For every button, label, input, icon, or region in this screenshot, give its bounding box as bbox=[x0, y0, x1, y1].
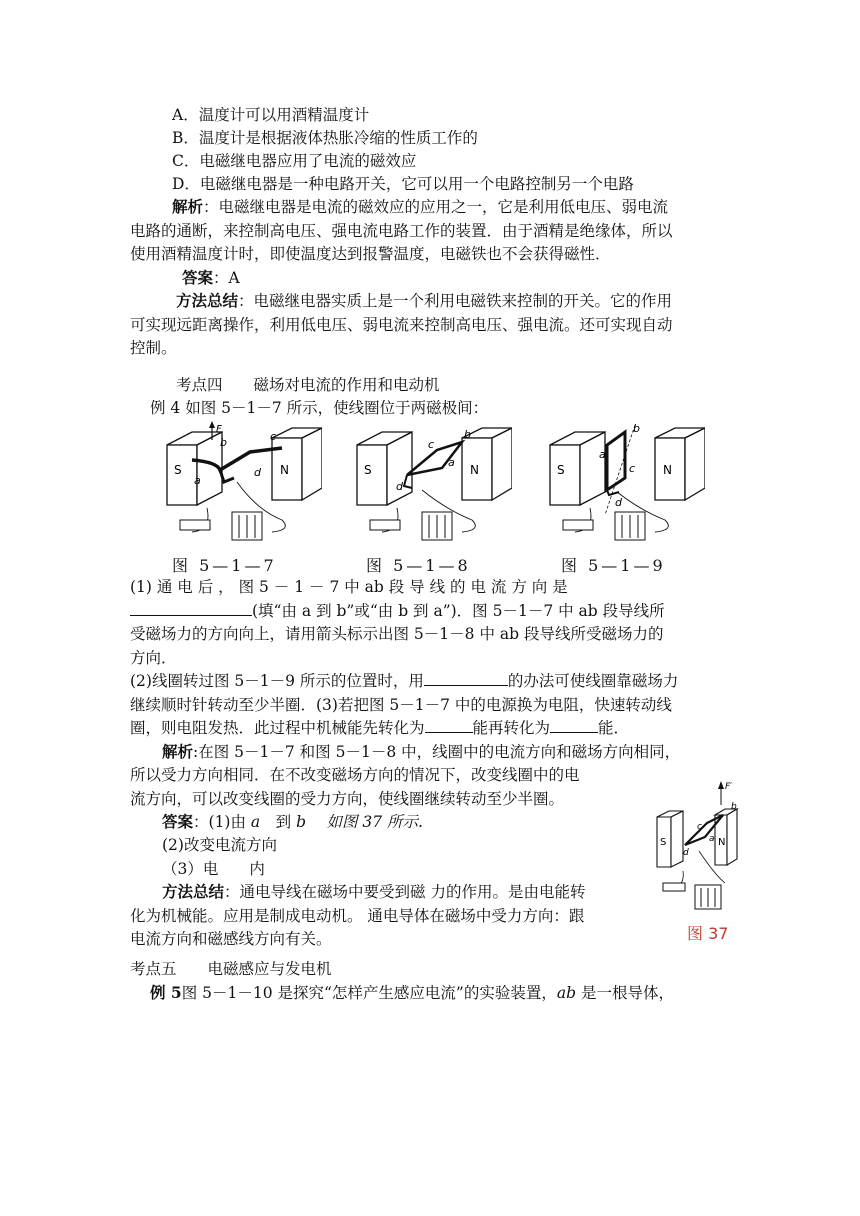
answer-2-b: b bbox=[296, 813, 307, 831]
example-5-ab: ab bbox=[556, 984, 577, 1002]
label-n: N bbox=[280, 463, 289, 477]
question-1-line2-text: (填“由 a 到 b”或“由 b 到 a”)．图 5－1－7 中 ab 段导线所 bbox=[252, 602, 665, 620]
question-3-text: 圈，则电阻发热．此过程中机械能先转化为 bbox=[130, 719, 425, 737]
label-b: b bbox=[633, 422, 640, 435]
question-3-end: 能． bbox=[598, 719, 630, 737]
caption-37: 图 37 bbox=[687, 924, 729, 943]
summary-label: 方法总结 bbox=[162, 882, 225, 901]
label-s: S bbox=[174, 463, 182, 477]
caption-5-1-8: 图 5—1—8 bbox=[366, 556, 471, 575]
question-3-mid: 能再转化为 bbox=[472, 719, 551, 737]
example-5-intro bbox=[150, 982, 755, 1004]
label-d: d bbox=[683, 848, 689, 858]
question-1-line4: 方向． bbox=[130, 649, 177, 667]
section-5-title: 考点五 电磁感应与发电机 bbox=[130, 960, 332, 978]
analysis-1-line1 bbox=[172, 196, 777, 218]
question-2-line1 bbox=[130, 670, 735, 692]
question-3-line1: 继续顺时针转动至少半圈．(3)若把图 5－1－7 中的电源换为电阻，快速转动线 bbox=[130, 696, 672, 714]
question-2-text: (2)线圈转过图 5－1－9 所示的位置时，用 bbox=[130, 672, 424, 690]
answer-2-ref: 如图 37 所示. bbox=[306, 813, 423, 831]
answer-label: 答案 bbox=[182, 268, 214, 287]
label-d: d bbox=[254, 466, 261, 479]
summary-label: 方法总结 bbox=[176, 291, 239, 310]
label-f: F bbox=[216, 424, 222, 435]
analysis-2-line3: 流方向，可以改变线圈的受力方向，使线圈继续转动至少半圈。 bbox=[130, 790, 565, 808]
example-5-text: 图 5－1－10 是探究“怎样产生感应电流”的实验装置， bbox=[181, 984, 557, 1002]
blank-1[interactable] bbox=[130, 601, 252, 616]
label-n: N bbox=[470, 463, 479, 477]
label-d: d bbox=[615, 496, 622, 509]
analysis-2-line1 bbox=[162, 741, 767, 763]
label-c: c bbox=[629, 462, 636, 475]
summary-2-line3: 电流方向和磁感线方向有关。 bbox=[130, 930, 332, 948]
answer-label: 答案 bbox=[162, 812, 194, 831]
option-c: C．电磁继电器应用了电流的磁效应 bbox=[172, 152, 417, 170]
analysis-1-line2: 电路的通断，来控制高电压、强电流电路工作的装置．由于酒精是绝缘体，所以 bbox=[130, 222, 673, 240]
answer-2-line2: (2)改变电流方向 bbox=[162, 836, 277, 854]
summary-1-text: ：电磁继电器实质上是一个利用电磁铁来控制的开关。它的作用 bbox=[238, 292, 673, 310]
label-c: c bbox=[697, 822, 702, 832]
analysis-2-line2: 所以受力方向相同．在不改变磁场方向的情况下，改变线圈中的电 bbox=[130, 766, 580, 784]
summary-1-line2: 可实现远距离操作，利用低电压、弱电流来控制高电压、强电流。还可实现自动 bbox=[130, 316, 673, 334]
analysis-label: 解析 bbox=[162, 742, 194, 761]
analysis-1-text: ：电磁继电器是电流的磁效应的应用之一，它是利用低电压、弱电流 bbox=[203, 198, 669, 216]
caption-5-1-7: 图 5—1—7 bbox=[172, 556, 277, 575]
blank-4[interactable] bbox=[550, 718, 598, 733]
answer-2-a: a bbox=[250, 813, 261, 831]
option-b: B．温度计是根据液体热胀冷缩的性质工作的 bbox=[172, 129, 478, 147]
option-a: A．温度计可以用酒精温度计 bbox=[172, 106, 370, 124]
label-n: N bbox=[663, 463, 672, 477]
answer-2-to: 到 bbox=[260, 813, 297, 831]
question-1-line1: (1) 通 电 后 ， 图 5 － 1 － 7 中 ab 段 导 线 的 电 流 方 向 是 bbox=[130, 578, 568, 596]
label-b: b bbox=[731, 802, 737, 812]
question-2-text-end: 的办法可使线圈靠磁场力 bbox=[507, 672, 679, 690]
caption-5-1-9: 图 5—1—9 bbox=[561, 556, 666, 575]
label-s: S bbox=[660, 837, 667, 848]
figure-5-1-7 bbox=[162, 420, 322, 548]
label-b: b bbox=[220, 436, 227, 449]
analysis-2-text: :在图 5－1－7 和图 5－1－8 中，线圈中的电流方向和磁场方向相同， bbox=[193, 743, 681, 761]
summary-2-text: ：通电导线在磁场中要受到磁 力的作用。是由电能转 bbox=[224, 883, 586, 901]
example-4-intro: 例 4 如图 5－1－7 所示，使线圈位于两磁极间： bbox=[150, 399, 489, 417]
question-1-line2 bbox=[130, 600, 735, 622]
label-n: N bbox=[718, 837, 726, 848]
label-a: a bbox=[448, 456, 455, 469]
label-d: d bbox=[396, 480, 403, 493]
label-s: S bbox=[364, 463, 372, 477]
answer-1 bbox=[182, 267, 787, 289]
summary-1-line1 bbox=[176, 290, 781, 312]
answer-2-line3: （3）电 内 bbox=[162, 860, 265, 878]
question-1-line3: 受磁场力的方向向上，请用箭头标示出图 5－1－8 中 ab 段导线所受磁场力的 bbox=[130, 625, 664, 643]
answer-1-value: ：A bbox=[213, 269, 240, 287]
label-b: b bbox=[464, 428, 471, 441]
summary-1-line3: 控制。 bbox=[130, 339, 177, 357]
figure-5-1-9 bbox=[545, 420, 705, 548]
section-4-title: 考点四 磁场对电流的作用和电动机 bbox=[176, 376, 440, 394]
blank-2[interactable] bbox=[424, 671, 508, 686]
label-c: c bbox=[270, 430, 277, 443]
label-c: c bbox=[428, 438, 435, 451]
label-f-prime: F′ bbox=[725, 782, 733, 792]
option-d: D．电磁继电器是一种电路开关，它可以用一个电路控制另一个电路 bbox=[172, 175, 634, 193]
question-3-line2 bbox=[130, 717, 735, 739]
analysis-1-line3: 使用酒精温度计时，即使温度达到报警温度，电磁铁也不会获得磁性． bbox=[130, 245, 611, 263]
label-s: S bbox=[557, 463, 565, 477]
figure-37 bbox=[655, 775, 740, 947]
example-5-end: 是一根导体， bbox=[576, 984, 674, 1002]
summary-2-line2: 化为机械能。应用是制成电动机。 通电导体在磁场中受力方向：跟 bbox=[130, 907, 585, 925]
analysis-label: 解析 bbox=[172, 197, 204, 216]
figure-5-1-8 bbox=[352, 420, 512, 548]
example-5-label: 例 5 bbox=[150, 983, 182, 1002]
answer-2-pre: ：(1)由 bbox=[193, 813, 251, 831]
label-a: a bbox=[599, 448, 606, 461]
blank-3[interactable] bbox=[425, 718, 473, 733]
label-a: a bbox=[194, 474, 201, 487]
label-a: a bbox=[709, 834, 715, 844]
